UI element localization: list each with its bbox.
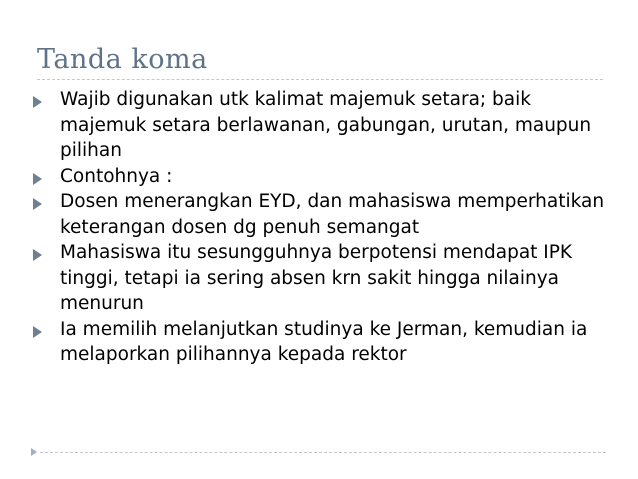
bullet-item — [33, 240, 613, 317]
bullet-arrow-icon — [33, 249, 42, 261]
bullet-item — [33, 317, 613, 368]
bullet-item — [33, 189, 613, 240]
footer-divider — [40, 452, 606, 453]
bullet-list — [33, 87, 613, 368]
title-divider — [37, 79, 603, 80]
bullet-item — [33, 164, 613, 190]
bullet-text: Mahasiswa itu sesungguhnya berpotensi mendapat IPK tinggi, tetapi ia sering absen krn sakit hingga nilainya menurun — [60, 242, 573, 314]
bullet-item — [33, 87, 613, 164]
bullet-arrow-icon — [33, 198, 42, 210]
slide-title: Tanda koma — [37, 44, 208, 75]
bullet-arrow-icon — [33, 96, 42, 108]
bullet-text: Contohnya : — [60, 165, 173, 187]
bullet-arrow-icon — [33, 173, 42, 185]
bullet-text: Dosen menerangkan EYD, dan mahasiswa memperhatikan keterangan dosen dg penuh semangat — [60, 191, 605, 238]
bullet-text: Ia memilih melanjutkan studinya ke Jerman, kemudian ia melaporkan pilihannya kepada rektor — [60, 318, 588, 365]
bullet-text: Wajib digunakan utk kalimat majemuk setara; baik majemuk setara berlawanan, gabungan, urutan, maupun pilihan — [60, 89, 592, 161]
bullet-arrow-icon — [33, 326, 42, 338]
footer-arrow-icon — [31, 448, 37, 456]
